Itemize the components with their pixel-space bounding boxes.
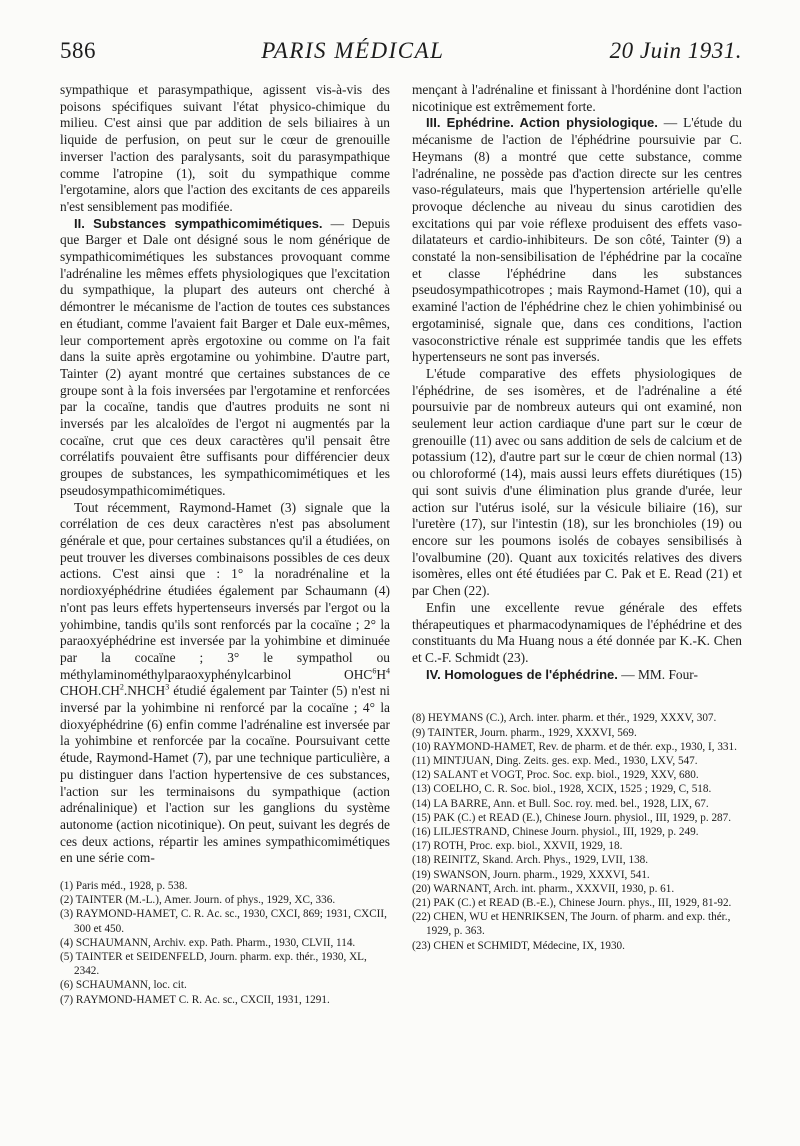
- footnote: (7) RAYMOND-HAMET C. R. Ac. sc., CXCII, 1931, 1291.: [60, 993, 330, 1006]
- paragraph: L'étude comparative des effets physiologiques de l'éphédrine, de ses isomères, et de l'adrénaline a été poursuivie par de nombreux auteurs qui ont examiné, non seulement leur action cardiaque d'une part sur le cœur de grenouille (11) avec ou sans addition de sels de calcium et de potassium (12), d'autre part sur le cœur de chien normal (13) ou chloroformé (14), mais aussi leurs effets diurétiques (15) qui sont suivis d'une élimination plus grande d'urée, leur action sur l'utérus isolé, sur la vésicule biliaire (16), sur l'uretère (17), sur l'intestin (18), sur les bronchioles (19) ou encore sur les poumons isolés de cobayes sensibilisés à l'ovalbumine (20). Quant aux toxicités relatives des divers isomères, elles ont été étudiées par C. Pak et E. Read (21) et par Chen (22).: [412, 365, 742, 599]
- journal-title: PARIS MÉDICAL: [261, 38, 445, 63]
- footnote: (23) CHEN et SCHMIDT, Médecine, IX, 1930.: [412, 939, 625, 952]
- section-heading: III. Ephédrine. Action physiologique.: [426, 115, 658, 131]
- section-heading: IV. Homologues de l'éphédrine.: [426, 666, 618, 682]
- footnote: (20) WARNANT, Arch. int. pharm., XXXVII, 1930, p. 61.: [412, 882, 675, 895]
- paragraph: Tout récemment, Raymond-Hamet (3) signale que la corrélation de ces deux caractères n'est pas absolument générale et que, pour certaines substances qu'il a étudiées, on peut trouver les diverses combinaisons possibles de ces deux actions. C'est ainsi que : 1° la noradrénaline et la nordioxyéphédrine étudiées également par Schaumann (4) n'ont pas leurs effets hypertenseurs inversés par l'ergot ou la yohimbine, tandis qu'ils sont renforcés par la cocaïne ; 2° la paraoxyéphédrine est inversée par la yohimbine et diminuée par la cocaïne ; 3° le sympathol ou méthylaminométhylparaoxyphénylcarbinol $OHC^6H^4$ $CHOH.CH^2.NHCH^3$ étudié également par Tainter (5) n'est ni inversé par la yohimbine ni renforcé par la cocaïne ; 4° la dioxyéphédrine (6) enfin comme l'adrénaline est inversée par la yohimbine et renforcée par la cocaïne. Poursuivant cette étude, Raymond-Hamet (7), par une technique particulière, a pu distinguer dans l'action hypertensive de ces substances, l'action sur les terminaisons du sympathique (action adrénalinique) et l'action sur les ganglions du système autonome (action nicotinique). On peut, suivant les degrés de ces deux actions, répartir les amines sympathicomimétiques en une série com-: [60, 499, 390, 866]
- footnote: (4) SCHAUMANN, Archiv. exp. Path. Pharm., 1930, CLVII, 114.: [60, 936, 356, 949]
- left-column: [60, 82, 390, 1136]
- superscript: 4: [386, 666, 390, 676]
- footnote: (21) PAK (C.) et READ (B.-E.), Chinese Journ. phys., III, 1929, 81-92.: [412, 896, 732, 909]
- paragraph: II. Substances sympathicomimétiques. — Depuis que Barger et Dale ont désigné sous le nom générique de sympathicomimétiques les substances provoquant comme l'adrénaline les mêmes effets physiologiques que l'excitation du sympathique, la plupart des auteurs ont cherché à démontrer le mécanisme de l'action de toutes ces substances en étudiant, comme l'avaient fait Barger et Dale eux-mêmes, leur comportement après ergotoxine ou comme on l'a fait dans la suite après ergotamine ou yohimbine. D'autre part, Tainter (2) ayant montré que certaines substances de ce groupe sont à la fois inversées par l'ergotamine et renforcées par la cocaïne, tandis que d'autres produits ne sont ni inversés par les alcaloïdes de l'ergot ni augmentés par la cocaïne, crut que ces deux caractères qu'il pensait être corrélatifs pouvaient être suffisants pour différencier deux groupes de substances, les sympathicomimétiques et les pseudosympathicomimétiques.: [60, 215, 390, 498]
- footnote: (10) RAYMOND-HAMET, Rev. de pharm. et de thér. exp., 1930, I, 331.: [412, 740, 737, 753]
- footnote: (17) ROTH, Proc. exp. biol., XXVII, 1929, 18.: [412, 840, 623, 853]
- footnote: (19) SWANSON, Journ. pharm., 1929, XXXVI, 541.: [412, 868, 650, 881]
- paragraph: Enfin une excellente revue générale des effets thérapeutiques et pharmacodynamiques de l'éphédrine et des constituants du Ma Huang nous a été donnée par K.-K. Chen et C.-F. Schmidt (23).: [412, 599, 742, 665]
- footnote: (5) TAINTER et SEIDENFELD, Journ. pharm. exp. thér., 1930, XL, 2342.: [60, 951, 367, 978]
- section-heading: II. Substances sympathicomimétiques.: [74, 215, 323, 231]
- paragraph: sympathique et parasympathique, agissent vis-à-vis des poisons spécifiques suivant l'état physico-chimique du milieu. C'est ainsi que par addition de sels biliaires à un liquide de perfusion, on peut sur le cœur de grenouille inverser l'action des paralysants, soit du parasympathique comme l'atropine (1), soit du sympathique comme l'ergotamine, alors que l'action des excitants de ces appareils n'est sensiblement pas modifiée.: [60, 82, 390, 214]
- footnote: (13) COELHO, C. R. Soc. biol., 1928, XCIX, 1525 ; 1929, C, 518.: [412, 783, 712, 796]
- paragraph: IV. Homologues de l'éphédrine. — MM. Four-: [426, 666, 698, 682]
- footnote: (14) LA BARRE, Ann. et Bull. Soc. roy. med. bel., 1928, LIX, 67.: [412, 797, 709, 810]
- paragraph: mençant à l'adrénaline et finissant à l'hordénine dont l'action nicotinique est extrêmement forte.: [412, 82, 742, 114]
- issue-date: 20 Juin 1931.: [609, 38, 742, 63]
- footnote: (1) Paris méd., 1928, p. 538.: [60, 880, 188, 893]
- right-column: [412, 82, 742, 1136]
- footnote: (6) SCHAUMANN, loc. cit.: [60, 979, 187, 992]
- footnote: (22) CHEN, WU et HENRIKSEN, The Journ. of pharm. and exp. thér., 1929, p. 363.: [412, 911, 731, 938]
- footnote: (11) MINTJUAN, Ding. Zeits. ges. exp. Med., 1930, LXV, 547.: [412, 754, 698, 767]
- page-number: 586: [60, 38, 96, 63]
- footnote: (18) REINITZ, Skand. Arch. Phys., 1929, LVII, 138.: [412, 854, 649, 867]
- paragraph: III. Ephédrine. Action physiologique. — L'étude du mécanisme de l'action de l'éphédrine poursuivie par C. Heymans (8) a montré que cette substance, comme l'adrénaline, ne possède pas d'action directe sur les centres vaso-régulateurs, mais que l'hypertension artérielle qu'elle provoque déclenche au niveau du sinus carotidien des excitations qui par voie réflexe produisent des effets vaso-dilatateurs et cardio-inhibiteurs. De son côté, Tainter (9) a constaté la non-sensibilisation de l'éphédrine par la cocaïne et classe l'éphédrine dans les substances pseudosympathicotropes ; mais Raymond-Hamet (10), qui a examiné l'action de l'éphédrine chez le chien yohimbinisé ou ergotaminisé, signale que, dans ces conditions, l'action vasoconstrictive rénale est supprimée tandis que les effets hypertenseurs ne sont pas inversés.: [412, 115, 742, 365]
- footnote: (16) LILJESTRAND, Chinese Journ. physiol., III, 1929, p. 249.: [412, 825, 699, 838]
- footnote: (2) TAINTER (M.-L.), Amer. Journ. of phys., 1929, XC, 336.: [60, 894, 336, 907]
- running-header: [60, 38, 742, 78]
- footnote: (12) SALANT et VOGT, Proc. Soc. exp. biol., 1929, XXV, 680.: [412, 769, 699, 782]
- footnotes-right: [412, 711, 742, 952]
- footnote: (15) PAK (C.) et READ (E.), Chinese Journ. physiol., III, 1929, p. 287.: [412, 811, 732, 824]
- footnotes-left: [60, 879, 390, 1007]
- footnote: (8) HEYMANS (C.), Arch. inter. pharm. et thér., 1929, XXXV, 307.: [412, 712, 717, 725]
- footnote: (3) RAYMOND-HAMET, C. R. Ac. sc., 1930, CXCI, 869; 1931, CXCII, 300 et 450.: [60, 908, 387, 935]
- text-columns: [60, 82, 742, 1136]
- footnote: (9) TAINTER, Journ. pharm., 1929, XXXVI, 569.: [412, 726, 637, 739]
- subscript: 6: [372, 666, 377, 676]
